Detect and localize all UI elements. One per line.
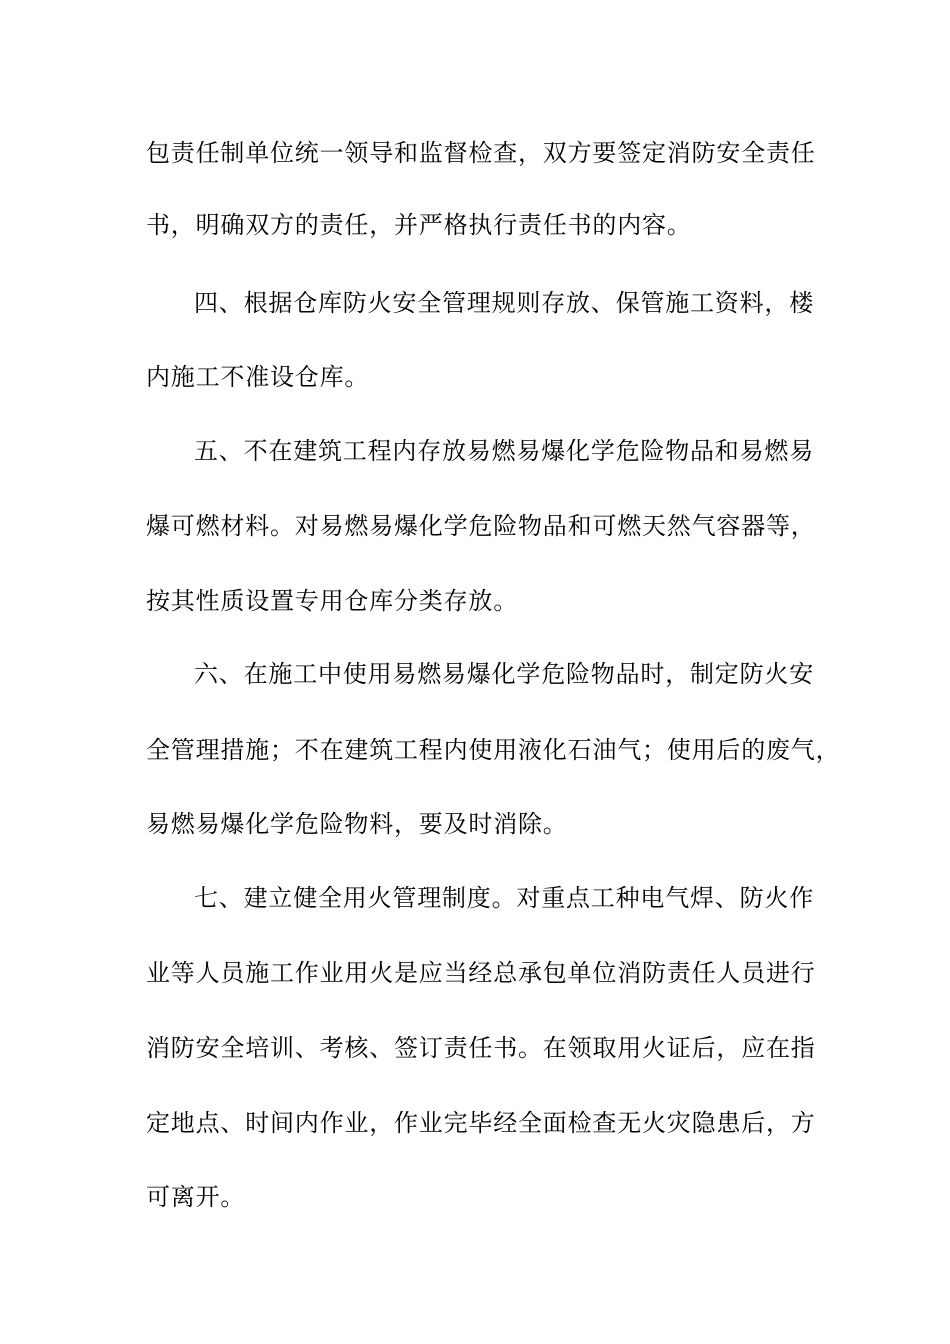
paragraph-line: 可离开。 xyxy=(146,1183,246,1211)
paragraph-line: 业等人员施工作业用火是应当经总承包单位消防责任人员进行 xyxy=(146,959,816,987)
paragraph-line: 消防安全培训、考核、签订责任书。在领取用火证后，应在指 xyxy=(146,1034,816,1062)
paragraph-line: 按其性质设置专用仓库分类存放。 xyxy=(146,587,518,615)
paragraph-line: 七、建立健全用火管理制度。对重点工种电气焊、防火作 xyxy=(194,884,814,912)
paragraph-line: 易燃易爆化学危险物料，要及时消除。 xyxy=(146,810,568,838)
paragraph-line: 六、在施工中使用易燃易爆化学危险物品时，制定防火安 xyxy=(194,660,814,688)
paragraph-line: 四、根据仓库防火安全管理规则存放、保管施工资料，楼 xyxy=(194,289,814,317)
paragraph-line: 内施工不准设仓库。 xyxy=(146,363,370,391)
paragraph-line: 五、不在建筑工程内存放易燃易爆化学危险物品和易燃易 xyxy=(194,437,814,465)
paragraph-line: 爆可燃材料。对易燃易爆化学危险物品和可燃天然气容器等， xyxy=(146,512,816,540)
paragraph-line: 书，明确双方的责任，并严格执行责任书的内容。 xyxy=(146,211,692,239)
paragraph-line: 包责任制单位统一领导和监督检查，双方要签定消防安全责任 xyxy=(146,139,816,167)
paragraph-line: 全管理措施；不在建筑工程内使用液化石油气；使用后的废气， xyxy=(146,736,841,764)
paragraph-line: 定地点、时间内作业，作业完毕经全面检查无火灾隐患后，方 xyxy=(146,1109,816,1137)
